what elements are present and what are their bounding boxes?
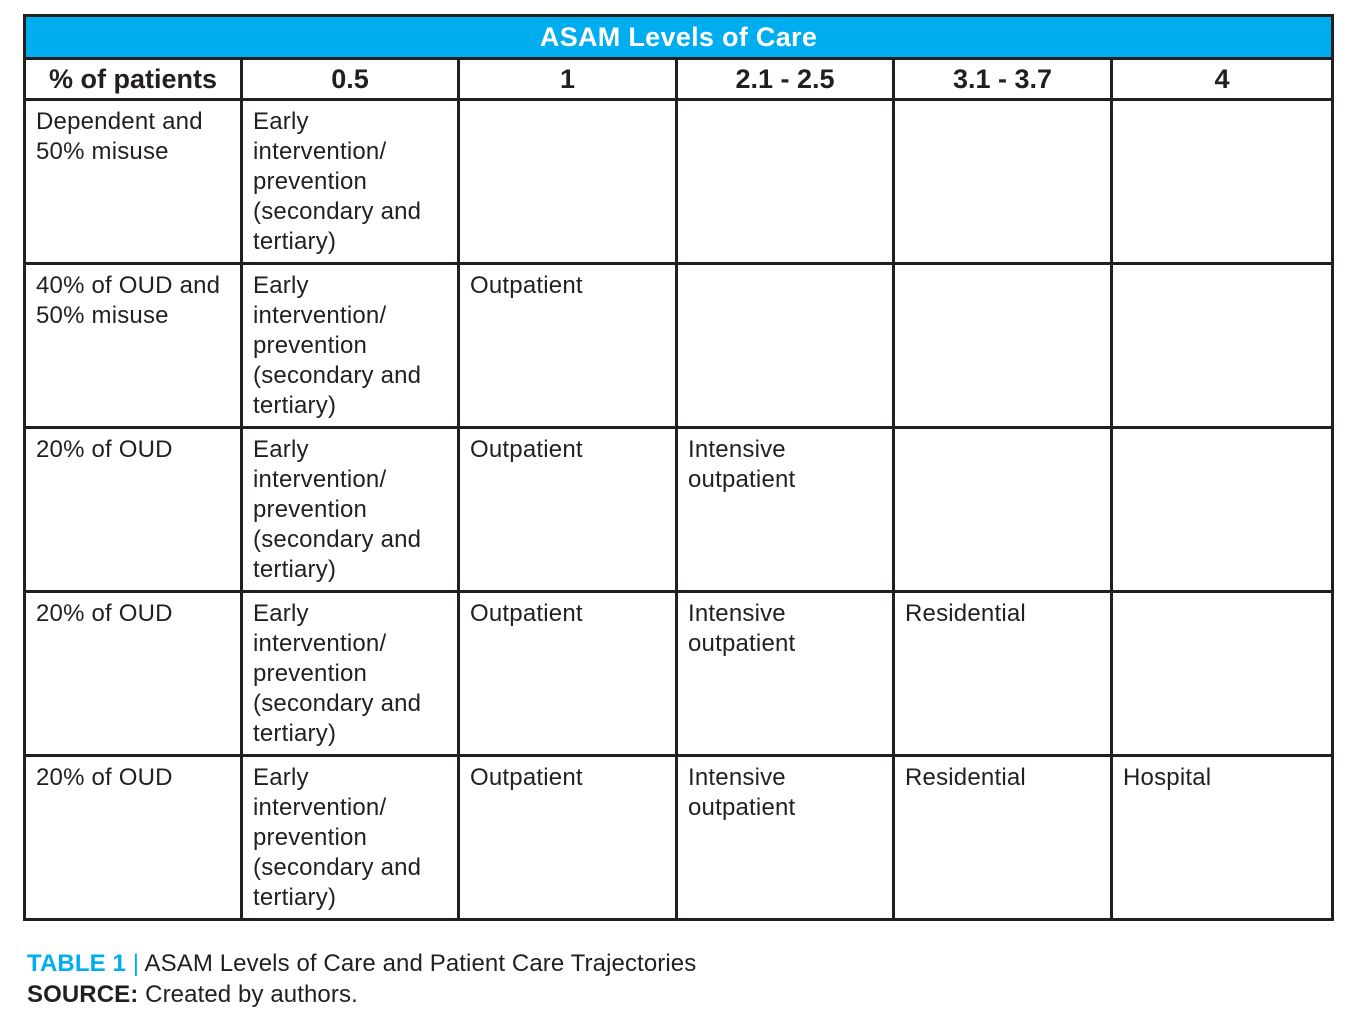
asam-table-container [23, 14, 1331, 921]
table-cell: 20% of OUD [25, 592, 242, 756]
table-cell: 20% of OUD [25, 756, 242, 920]
table-cell: Outpatient [459, 592, 677, 756]
header-level-3-1-3-7: 3.1 - 3.7 [894, 59, 1112, 100]
table-title: ASAM Levels of Care [25, 16, 1333, 59]
table-cell: Hospital [1112, 756, 1333, 920]
table-cell: Residential [894, 592, 1112, 756]
table-cell: Early intervention/ prevention (secondary and tertiary) [242, 264, 459, 428]
table-cell [677, 264, 894, 428]
table-cell: Early intervention/ prevention (secondary and tertiary) [242, 100, 459, 264]
table-cell [894, 428, 1112, 592]
source-line [27, 979, 696, 1010]
table-cell: Early intervention/ prevention (secondary and tertiary) [242, 756, 459, 920]
header-level-4: 4 [1112, 59, 1333, 100]
table-cell [894, 100, 1112, 264]
table-cell: Residential [894, 756, 1112, 920]
table-cell: Dependent and 50% misuse [25, 100, 242, 264]
table-cell: Outpatient [459, 264, 677, 428]
caption-text: ASAM Levels of Care and Patient Care Trajectories [144, 950, 697, 977]
table-cell: Outpatient [459, 756, 677, 920]
caption-separator: | [132, 950, 140, 977]
table-cell [1112, 428, 1333, 592]
header-row [25, 59, 1333, 100]
asam-levels-table [23, 14, 1334, 921]
table-caption [27, 948, 696, 1010]
table-cell [459, 100, 677, 264]
source-label: SOURCE: [27, 981, 139, 1008]
table-row [25, 592, 1333, 756]
header-level-0-5: 0.5 [242, 59, 459, 100]
header-level-2-1-2-5: 2.1 - 2.5 [677, 59, 894, 100]
table-cell: Outpatient [459, 428, 677, 592]
table-cell: 40% of OUD and 50% misuse [25, 264, 242, 428]
table-cell [677, 100, 894, 264]
table-cell: Intensive outpatient [677, 428, 894, 592]
table-cell: Intensive outpatient [677, 756, 894, 920]
table-cell [1112, 592, 1333, 756]
table-cell: Early intervention/ prevention (secondary and tertiary) [242, 428, 459, 592]
caption-label: TABLE 1 [27, 950, 126, 977]
table-row [25, 100, 1333, 264]
caption-line [27, 948, 696, 979]
table-row [25, 756, 1333, 920]
table-cell [1112, 100, 1333, 264]
header-patients: % of patients [25, 59, 242, 100]
header-level-1: 1 [459, 59, 677, 100]
table-cell: Early intervention/ prevention (secondary and tertiary) [242, 592, 459, 756]
table-cell [894, 264, 1112, 428]
table-cell [1112, 264, 1333, 428]
table-cell: 20% of OUD [25, 428, 242, 592]
table-row [25, 264, 1333, 428]
table-row [25, 428, 1333, 592]
source-text: Created by authors. [145, 981, 358, 1008]
table-cell: Intensive outpatient [677, 592, 894, 756]
